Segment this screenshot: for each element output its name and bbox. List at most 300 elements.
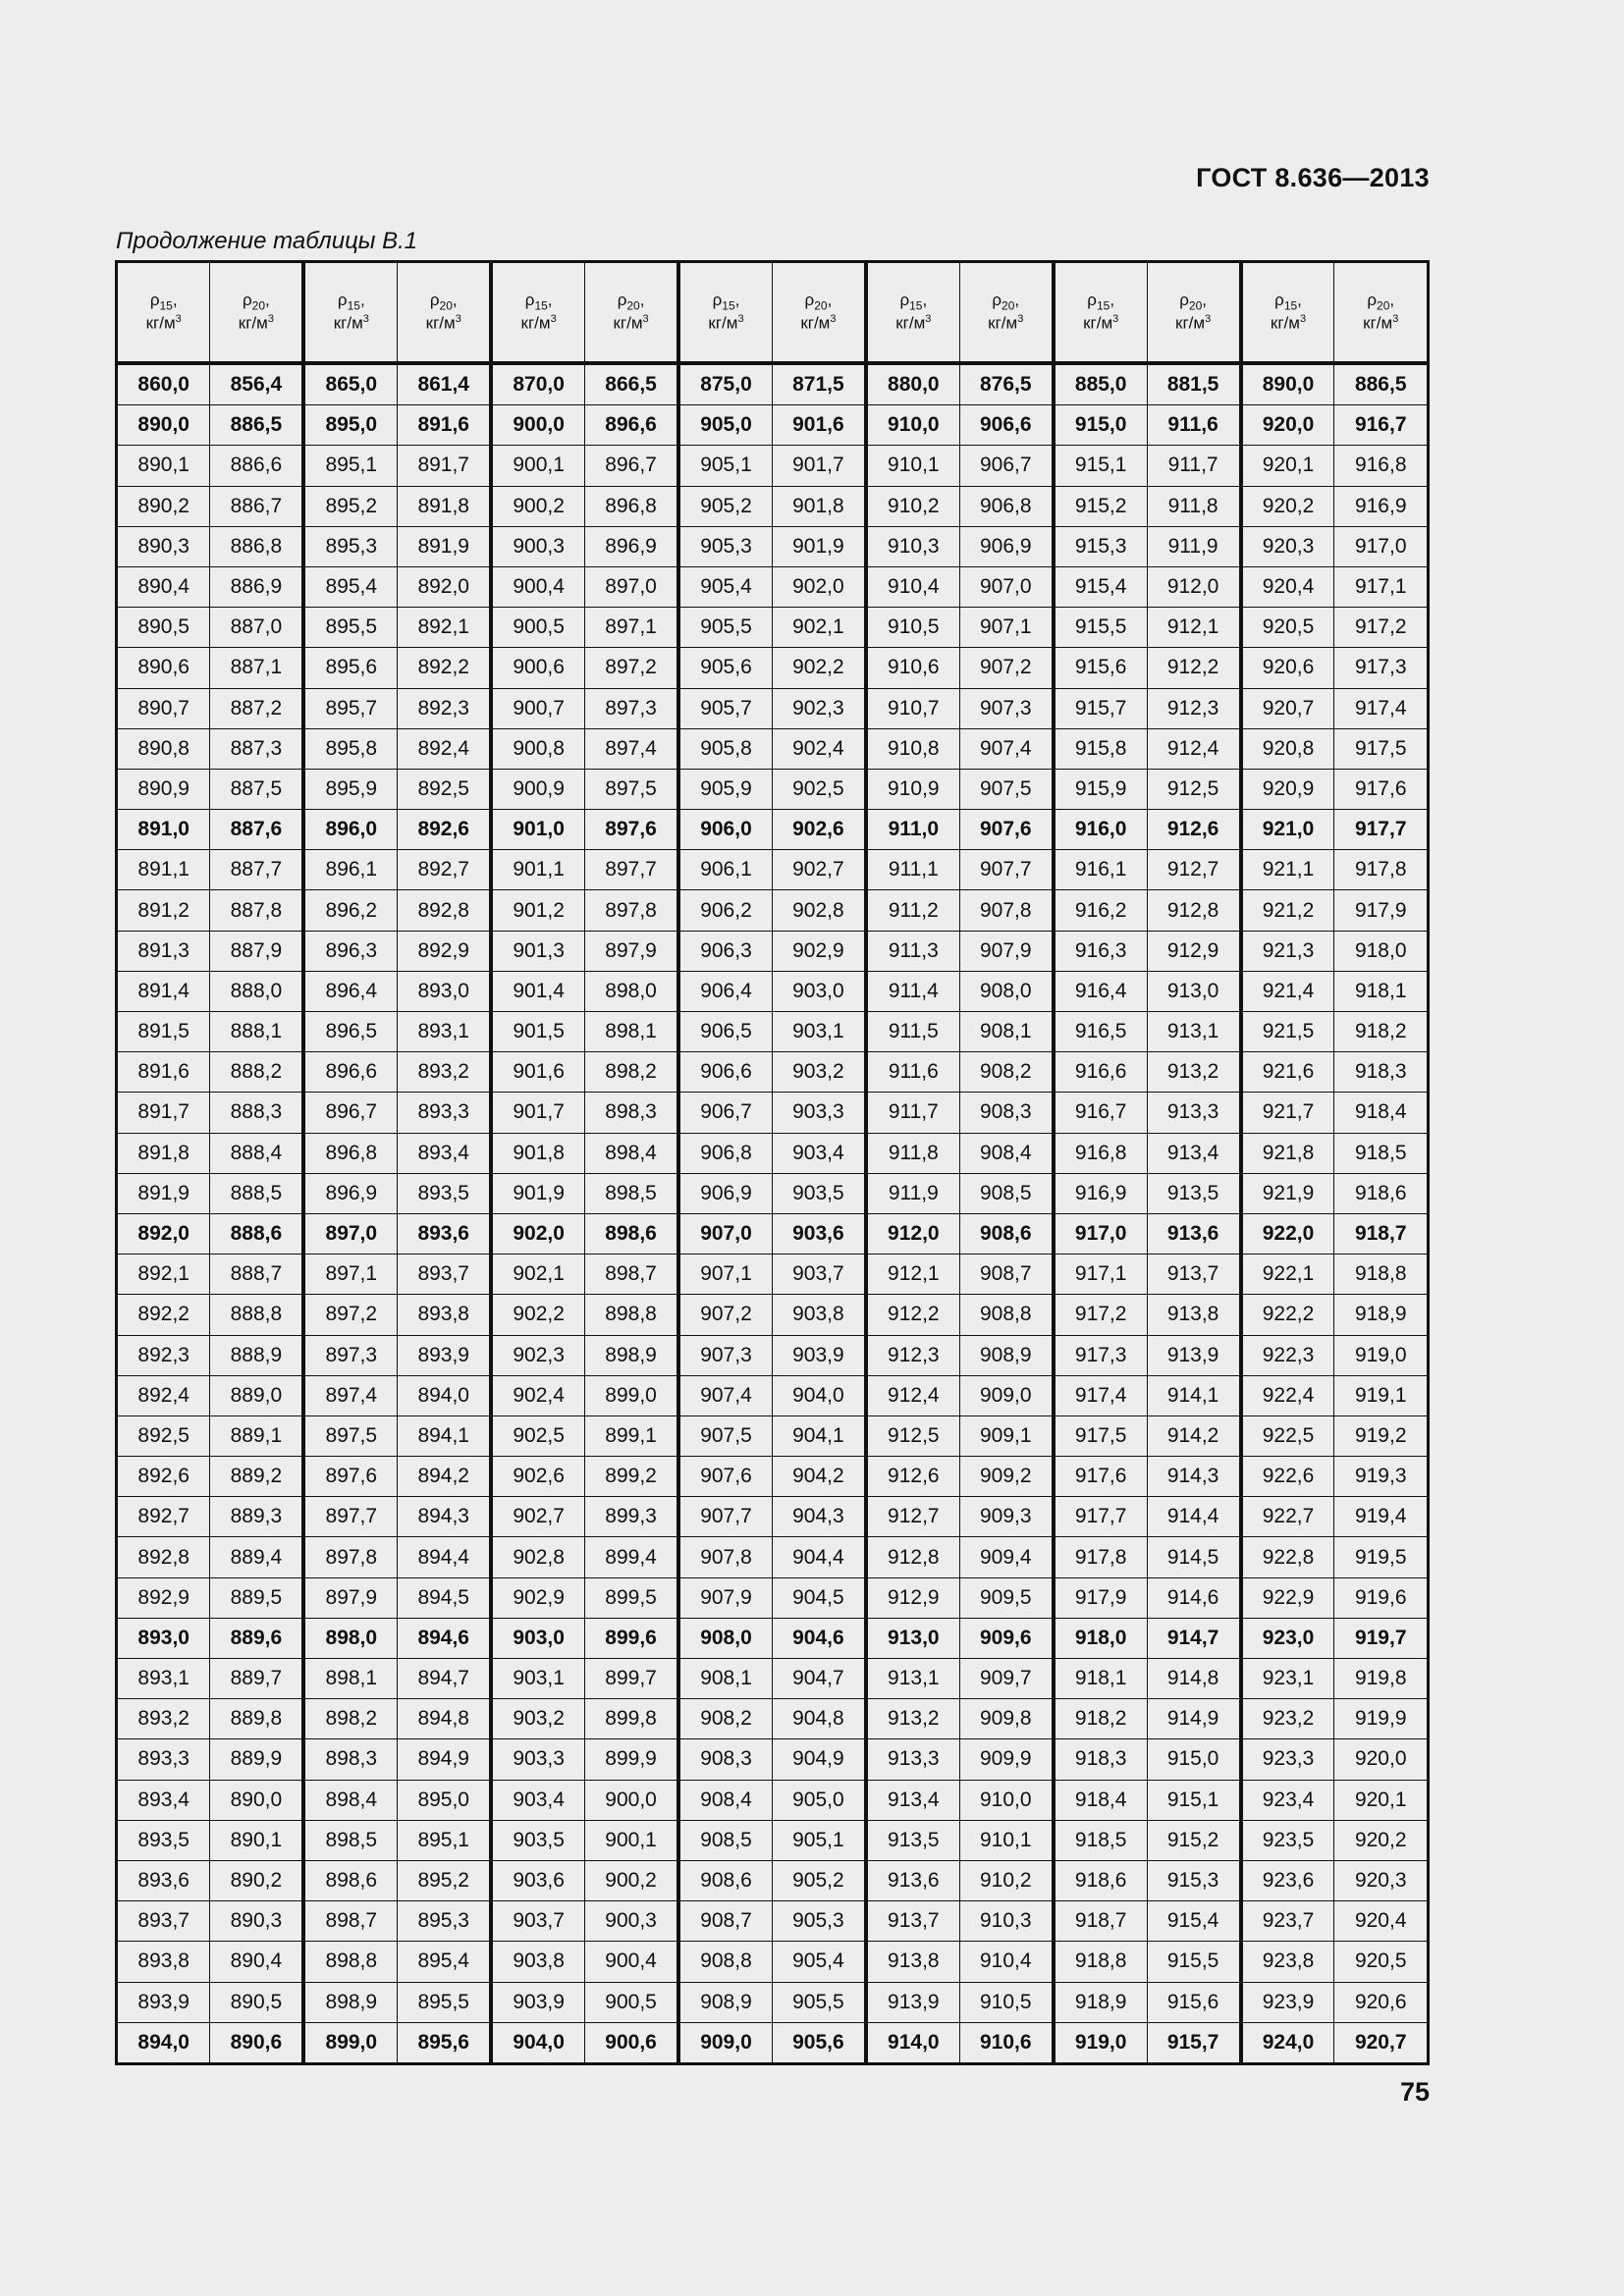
rho15-cell: 906,5 bbox=[678, 1012, 772, 1052]
table-row bbox=[117, 648, 1429, 688]
rho15-cell: 896,2 bbox=[303, 890, 397, 931]
temperature-subscript: 20 bbox=[1001, 298, 1015, 313]
table-row bbox=[117, 405, 1429, 446]
table-row bbox=[117, 1820, 1429, 1860]
rho15-cell: 921,9 bbox=[1241, 1173, 1334, 1213]
unit-exponent: 3 bbox=[550, 312, 557, 325]
rho15-cell: 915,9 bbox=[1054, 769, 1147, 809]
rho20-cell: 912,5 bbox=[1147, 769, 1240, 809]
rho15-cell: 896,0 bbox=[303, 810, 397, 850]
rho20-cell: 901,9 bbox=[772, 526, 865, 566]
rho15-cell: 922,0 bbox=[1241, 1213, 1334, 1254]
rho15-cell: 895,6 bbox=[303, 648, 397, 688]
table-row bbox=[117, 1577, 1429, 1618]
rho20-cell: 905,2 bbox=[772, 1860, 865, 1900]
rho15-cell: 902,1 bbox=[491, 1255, 584, 1295]
rho15-cell: 890,3 bbox=[117, 526, 210, 566]
rho20-cell: 898,8 bbox=[585, 1295, 678, 1335]
rho20-cell: 897,4 bbox=[585, 728, 678, 769]
rho15-cell: 902,4 bbox=[491, 1375, 584, 1415]
rho20-cell: 897,3 bbox=[585, 688, 678, 728]
rho20-cell: 918,7 bbox=[1334, 1213, 1429, 1254]
rho20-cell: 881,5 bbox=[1147, 363, 1240, 405]
rho15-cell: 915,6 bbox=[1054, 648, 1147, 688]
rho20-cell: 893,5 bbox=[398, 1173, 491, 1213]
rho20-cell: 887,7 bbox=[210, 850, 303, 890]
rho15-cell: 898,6 bbox=[303, 1860, 397, 1900]
rho15-cell: 903,0 bbox=[491, 1618, 584, 1658]
rho15-cell: 896,4 bbox=[303, 971, 397, 1011]
unit-exponent: 3 bbox=[175, 312, 182, 325]
rho20-cell: 913,3 bbox=[1147, 1093, 1240, 1133]
rho20-cell: 899,7 bbox=[585, 1659, 678, 1699]
rho15-cell: 917,3 bbox=[1054, 1335, 1147, 1375]
rho20-cell: 919,9 bbox=[1334, 1699, 1429, 1739]
rho20-cell: 897,0 bbox=[585, 566, 678, 607]
rho15-cell: 922,1 bbox=[1241, 1255, 1334, 1295]
rho20-cell: 915,4 bbox=[1147, 1901, 1240, 1942]
rho20-cell: 910,5 bbox=[959, 1982, 1053, 2022]
rho20-cell: 913,6 bbox=[1147, 1213, 1240, 1254]
rho15-cell: 917,0 bbox=[1054, 1213, 1147, 1254]
rho20-cell: 907,9 bbox=[959, 931, 1053, 971]
rho15-cell: 899,0 bbox=[303, 2022, 397, 2063]
rho15-cell: 913,9 bbox=[866, 1982, 959, 2022]
rho15-cell: 897,9 bbox=[303, 1577, 397, 1618]
rho15-cell: 900,5 bbox=[491, 608, 584, 648]
rho20-cell: 911,8 bbox=[1147, 486, 1240, 526]
rho20-cell: 917,5 bbox=[1334, 728, 1429, 769]
rho15-cell: 892,0 bbox=[117, 1213, 210, 1254]
rho15-cell: 914,0 bbox=[866, 2022, 959, 2063]
rho15-cell: 901,0 bbox=[491, 810, 584, 850]
unit-label: кг/м bbox=[520, 313, 551, 333]
unit-label: кг/м bbox=[708, 313, 738, 333]
rho15-cell: 896,7 bbox=[303, 1093, 397, 1133]
rho20-cell: 902,4 bbox=[772, 728, 865, 769]
rho15-cell: 921,8 bbox=[1241, 1133, 1334, 1173]
rho20-cell: 902,1 bbox=[772, 608, 865, 648]
rho15-cell: 902,0 bbox=[491, 1213, 584, 1254]
rho20-cell: 892,6 bbox=[398, 810, 491, 850]
rho15-cell: 919,0 bbox=[1054, 2022, 1147, 2063]
rho15-cell: 898,4 bbox=[303, 1780, 397, 1820]
rho20-cell: 903,0 bbox=[772, 971, 865, 1011]
rho20-cell: 892,7 bbox=[398, 850, 491, 890]
column-header: $\rho_{15}$, $кг/м^3$ bbox=[1054, 262, 1147, 364]
table-row bbox=[117, 566, 1429, 607]
rho20-cell: 901,7 bbox=[772, 446, 865, 486]
rho15-cell: 908,4 bbox=[678, 1780, 772, 1820]
rho20-cell: 902,9 bbox=[772, 931, 865, 971]
rho20-cell: 904,4 bbox=[772, 1537, 865, 1577]
rho20-cell: 892,0 bbox=[398, 566, 491, 607]
rho15-cell: 900,0 bbox=[491, 405, 584, 446]
table-row bbox=[117, 890, 1429, 931]
density-symbol: ρ bbox=[524, 291, 535, 310]
unit-exponent: 3 bbox=[455, 312, 461, 325]
rho20-cell: 893,3 bbox=[398, 1093, 491, 1133]
rho20-cell: 912,3 bbox=[1147, 688, 1240, 728]
rho15-cell: 896,1 bbox=[303, 850, 397, 890]
temperature-subscript: 20 bbox=[251, 298, 266, 313]
rho20-cell: 897,2 bbox=[585, 648, 678, 688]
rho15-cell: 923,1 bbox=[1241, 1659, 1334, 1699]
rho15-cell: 923,4 bbox=[1241, 1780, 1334, 1820]
temperature-subscript: 15 bbox=[159, 298, 173, 313]
rho20-cell: 919,8 bbox=[1334, 1659, 1429, 1699]
rho20-cell: 890,6 bbox=[210, 2022, 303, 2063]
rho15-cell: 904,0 bbox=[491, 2022, 584, 2063]
rho20-cell: 902,2 bbox=[772, 648, 865, 688]
table-row bbox=[117, 1173, 1429, 1213]
rho20-cell: 915,7 bbox=[1147, 2022, 1240, 2063]
rho20-cell: 897,6 bbox=[585, 810, 678, 850]
rho20-cell: 910,2 bbox=[959, 1860, 1053, 1900]
rho15-cell: 908,3 bbox=[678, 1739, 772, 1780]
temperature-subscript: 15 bbox=[1096, 298, 1110, 313]
rho15-cell: 903,7 bbox=[491, 1901, 584, 1942]
rho15-cell: 905,8 bbox=[678, 728, 772, 769]
rho20-cell: 899,9 bbox=[585, 1739, 678, 1780]
rho20-cell: 918,2 bbox=[1334, 1012, 1429, 1052]
rho15-cell: 875,0 bbox=[678, 363, 772, 405]
rho15-cell: 905,2 bbox=[678, 486, 772, 526]
density-symbol: ρ bbox=[617, 291, 627, 310]
rho15-cell: 905,4 bbox=[678, 566, 772, 607]
rho15-cell: 890,0 bbox=[117, 405, 210, 446]
rho20-cell: 905,1 bbox=[772, 1820, 865, 1860]
rho20-cell: 888,2 bbox=[210, 1052, 303, 1093]
rho15-cell: 892,7 bbox=[117, 1497, 210, 1537]
rho20-cell: 894,8 bbox=[398, 1699, 491, 1739]
rho20-cell: 888,7 bbox=[210, 1255, 303, 1295]
table-caption: Продолжение таблицы В.1 bbox=[116, 228, 418, 254]
rho20-cell: 914,4 bbox=[1147, 1497, 1240, 1537]
rho20-cell: 886,9 bbox=[210, 566, 303, 607]
rho20-cell: 903,7 bbox=[772, 1255, 865, 1295]
rho20-cell: 917,6 bbox=[1334, 769, 1429, 809]
unit-label: кг/м bbox=[895, 313, 926, 333]
rho20-cell: 898,6 bbox=[585, 1213, 678, 1254]
rho15-cell: 922,8 bbox=[1241, 1537, 1334, 1577]
rho15-cell: 885,0 bbox=[1054, 363, 1147, 405]
rho20-cell: 895,6 bbox=[398, 2022, 491, 2063]
rho15-cell: 890,6 bbox=[117, 648, 210, 688]
rho15-cell: 902,8 bbox=[491, 1537, 584, 1577]
rho20-cell: 896,7 bbox=[585, 446, 678, 486]
rho15-cell: 894,0 bbox=[117, 2022, 210, 2063]
rho20-cell: 897,5 bbox=[585, 769, 678, 809]
rho20-cell: 899,4 bbox=[585, 1537, 678, 1577]
rho20-cell: 904,9 bbox=[772, 1739, 865, 1780]
rho15-cell: 897,3 bbox=[303, 1335, 397, 1375]
table-row bbox=[117, 850, 1429, 890]
rho20-cell: 920,0 bbox=[1334, 1739, 1429, 1780]
column-header: $\rho_{15}$, $кг/м^3$ bbox=[1241, 262, 1334, 364]
rho20-cell: 908,2 bbox=[959, 1052, 1053, 1093]
rho20-cell: 912,2 bbox=[1147, 648, 1240, 688]
rho15-cell: 890,8 bbox=[117, 728, 210, 769]
rho20-cell: 893,2 bbox=[398, 1052, 491, 1093]
rho20-cell: 889,0 bbox=[210, 1375, 303, 1415]
rho15-cell: 895,3 bbox=[303, 526, 397, 566]
rho20-cell: 913,1 bbox=[1147, 1012, 1240, 1052]
rho15-cell: 916,9 bbox=[1054, 1173, 1147, 1213]
density-symbol: ρ bbox=[1367, 291, 1378, 310]
table-row bbox=[117, 1497, 1429, 1537]
rho15-cell: 893,7 bbox=[117, 1901, 210, 1942]
rho20-cell: 892,8 bbox=[398, 890, 491, 931]
rho20-cell: 908,8 bbox=[959, 1295, 1053, 1335]
rho15-cell: 921,5 bbox=[1241, 1012, 1334, 1052]
rho20-cell: 904,2 bbox=[772, 1457, 865, 1497]
rho15-cell: 915,7 bbox=[1054, 688, 1147, 728]
rho20-cell: 871,5 bbox=[772, 363, 865, 405]
rho15-cell: 918,9 bbox=[1054, 1982, 1147, 2022]
rho20-cell: 915,1 bbox=[1147, 1780, 1240, 1820]
density-symbol: ρ bbox=[243, 291, 252, 310]
rho20-cell: 903,3 bbox=[772, 1093, 865, 1133]
unit-label: кг/м bbox=[425, 313, 456, 333]
rho20-cell: 912,9 bbox=[1147, 931, 1240, 971]
rho15-cell: 891,3 bbox=[117, 931, 210, 971]
rho20-cell: 889,4 bbox=[210, 1537, 303, 1577]
rho15-cell: 918,0 bbox=[1054, 1618, 1147, 1658]
temperature-subscript: 15 bbox=[909, 298, 923, 313]
rho20-cell: 916,7 bbox=[1334, 405, 1429, 446]
rho15-cell: 921,3 bbox=[1241, 931, 1334, 971]
rho20-cell: 904,8 bbox=[772, 1699, 865, 1739]
rho20-cell: 892,2 bbox=[398, 648, 491, 688]
rho15-cell: 906,4 bbox=[678, 971, 772, 1011]
rho20-cell: 888,5 bbox=[210, 1173, 303, 1213]
rho15-cell: 896,6 bbox=[303, 1052, 397, 1093]
rho20-cell: 906,9 bbox=[959, 526, 1053, 566]
table-row bbox=[117, 1537, 1429, 1577]
rho20-cell: 903,9 bbox=[772, 1335, 865, 1375]
rho15-cell: 920,1 bbox=[1241, 446, 1334, 486]
rho15-cell: 913,6 bbox=[866, 1860, 959, 1900]
rho15-cell: 900,7 bbox=[491, 688, 584, 728]
rho20-cell: 895,0 bbox=[398, 1780, 491, 1820]
rho20-cell: 915,0 bbox=[1147, 1739, 1240, 1780]
rho20-cell: 920,5 bbox=[1334, 1942, 1429, 1982]
rho15-cell: 918,1 bbox=[1054, 1659, 1147, 1699]
rho15-cell: 916,1 bbox=[1054, 850, 1147, 890]
rho20-cell: 886,8 bbox=[210, 526, 303, 566]
rho20-cell: 920,2 bbox=[1334, 1820, 1429, 1860]
rho15-cell: 896,5 bbox=[303, 1012, 397, 1052]
rho20-cell: 904,3 bbox=[772, 1497, 865, 1537]
rho15-cell: 890,9 bbox=[117, 769, 210, 809]
rho20-cell: 917,1 bbox=[1334, 566, 1429, 607]
rho20-cell: 891,8 bbox=[398, 486, 491, 526]
rho20-cell: 893,0 bbox=[398, 971, 491, 1011]
rho20-cell: 915,6 bbox=[1147, 1982, 1240, 2022]
rho15-cell: 900,3 bbox=[491, 526, 584, 566]
rho20-cell: 889,7 bbox=[210, 1659, 303, 1699]
table-row bbox=[117, 1375, 1429, 1415]
table-row bbox=[117, 1335, 1429, 1375]
rho20-cell: 895,5 bbox=[398, 1982, 491, 2022]
rho20-cell: 900,1 bbox=[585, 1820, 678, 1860]
rho20-cell: 900,6 bbox=[585, 2022, 678, 2063]
rho20-cell: 886,7 bbox=[210, 486, 303, 526]
rho15-cell: 912,8 bbox=[866, 1537, 959, 1577]
rho20-cell: 888,6 bbox=[210, 1213, 303, 1254]
rho20-cell: 894,7 bbox=[398, 1659, 491, 1699]
rho15-cell: 916,6 bbox=[1054, 1052, 1147, 1093]
rho20-cell: 918,1 bbox=[1334, 971, 1429, 1011]
rho15-cell: 910,3 bbox=[866, 526, 959, 566]
rho15-cell: 903,9 bbox=[491, 1982, 584, 2022]
rho15-cell: 908,7 bbox=[678, 1901, 772, 1942]
rho15-cell: 920,3 bbox=[1241, 526, 1334, 566]
rho15-cell: 911,3 bbox=[866, 931, 959, 971]
rho20-cell: 908,9 bbox=[959, 1335, 1053, 1375]
temperature-subscript: 20 bbox=[814, 298, 828, 313]
rho20-cell: 909,7 bbox=[959, 1659, 1053, 1699]
rho15-cell: 893,9 bbox=[117, 1982, 210, 2022]
rho15-cell: 923,2 bbox=[1241, 1699, 1334, 1739]
rho20-cell: 913,7 bbox=[1147, 1255, 1240, 1295]
rho15-cell: 912,7 bbox=[866, 1497, 959, 1537]
column-header: $\rho_{20}$, $кг/м^3$ bbox=[1334, 262, 1429, 364]
rho15-cell: 918,7 bbox=[1054, 1901, 1147, 1942]
rho20-cell: 904,5 bbox=[772, 1577, 865, 1618]
rho15-cell: 915,1 bbox=[1054, 446, 1147, 486]
rho15-cell: 898,8 bbox=[303, 1942, 397, 1982]
rho15-cell: 915,0 bbox=[1054, 405, 1147, 446]
rho15-cell: 921,4 bbox=[1241, 971, 1334, 1011]
table-row bbox=[117, 688, 1429, 728]
unit-label: кг/м bbox=[238, 313, 268, 333]
rho20-cell: 905,0 bbox=[772, 1780, 865, 1820]
rho20-cell: 890,5 bbox=[210, 1982, 303, 2022]
rho15-cell: 905,5 bbox=[678, 608, 772, 648]
rho20-cell: 920,6 bbox=[1334, 1982, 1429, 2022]
rho20-cell: 876,5 bbox=[959, 363, 1053, 405]
rho20-cell: 908,5 bbox=[959, 1173, 1053, 1213]
rho15-cell: 913,2 bbox=[866, 1699, 959, 1739]
rho20-cell: 909,8 bbox=[959, 1699, 1053, 1739]
rho20-cell: 909,0 bbox=[959, 1375, 1053, 1415]
rho20-cell: 900,4 bbox=[585, 1942, 678, 1982]
rho20-cell: 897,7 bbox=[585, 850, 678, 890]
rho20-cell: 901,6 bbox=[772, 405, 865, 446]
rho15-cell: 900,8 bbox=[491, 728, 584, 769]
rho20-cell: 890,2 bbox=[210, 1860, 303, 1900]
rho15-cell: 891,8 bbox=[117, 1133, 210, 1173]
rho20-cell: 902,5 bbox=[772, 769, 865, 809]
rho15-cell: 900,1 bbox=[491, 446, 584, 486]
rho15-cell: 895,4 bbox=[303, 566, 397, 607]
rho15-cell: 913,3 bbox=[866, 1739, 959, 1780]
rho15-cell: 865,0 bbox=[303, 363, 397, 405]
rho20-cell: 903,6 bbox=[772, 1213, 865, 1254]
rho15-cell: 897,5 bbox=[303, 1415, 397, 1456]
rho15-cell: 903,1 bbox=[491, 1659, 584, 1699]
rho15-cell: 903,2 bbox=[491, 1699, 584, 1739]
rho15-cell: 895,8 bbox=[303, 728, 397, 769]
rho15-cell: 907,3 bbox=[678, 1335, 772, 1375]
rho20-cell: 895,1 bbox=[398, 1820, 491, 1860]
rho15-cell: 898,9 bbox=[303, 1982, 397, 2022]
rho15-cell: 891,4 bbox=[117, 971, 210, 1011]
rho15-cell: 896,8 bbox=[303, 1133, 397, 1173]
rho20-cell: 907,7 bbox=[959, 850, 1053, 890]
rho15-cell: 916,2 bbox=[1054, 890, 1147, 931]
table-row bbox=[117, 1093, 1429, 1133]
rho20-cell: 920,7 bbox=[1334, 2022, 1429, 2063]
rho20-cell: 866,5 bbox=[585, 363, 678, 405]
rho20-cell: 891,9 bbox=[398, 526, 491, 566]
rho20-cell: 896,6 bbox=[585, 405, 678, 446]
rho15-cell: 917,5 bbox=[1054, 1415, 1147, 1456]
rho20-cell: 917,7 bbox=[1334, 810, 1429, 850]
rho15-cell: 897,6 bbox=[303, 1457, 397, 1497]
rho15-cell: 890,0 bbox=[1241, 363, 1334, 405]
rho15-cell: 922,6 bbox=[1241, 1457, 1334, 1497]
rho20-cell: 918,9 bbox=[1334, 1295, 1429, 1335]
rho20-cell: 904,7 bbox=[772, 1659, 865, 1699]
rho20-cell: 895,4 bbox=[398, 1942, 491, 1982]
rho15-cell: 893,6 bbox=[117, 1860, 210, 1900]
rho20-cell: 892,9 bbox=[398, 931, 491, 971]
rho20-cell: 898,2 bbox=[585, 1052, 678, 1093]
rho15-cell: 900,4 bbox=[491, 566, 584, 607]
rho15-cell: 907,5 bbox=[678, 1415, 772, 1456]
rho20-cell: 904,0 bbox=[772, 1375, 865, 1415]
rho20-cell: 919,3 bbox=[1334, 1457, 1429, 1497]
rho15-cell: 893,2 bbox=[117, 1699, 210, 1739]
rho20-cell: 907,8 bbox=[959, 890, 1053, 931]
temperature-subscript: 20 bbox=[1188, 298, 1203, 313]
rho15-cell: 901,2 bbox=[491, 890, 584, 931]
rho15-cell: 916,4 bbox=[1054, 971, 1147, 1011]
temperature-subscript: 15 bbox=[347, 298, 360, 313]
density-symbol: ρ bbox=[1179, 291, 1189, 310]
rho20-cell: 895,2 bbox=[398, 1860, 491, 1900]
table-row bbox=[117, 1860, 1429, 1900]
rho20-cell: 893,8 bbox=[398, 1295, 491, 1335]
rho15-cell: 892,9 bbox=[117, 1577, 210, 1618]
rho20-cell: 902,6 bbox=[772, 810, 865, 850]
rho15-cell: 902,7 bbox=[491, 1497, 584, 1537]
rho20-cell: 888,9 bbox=[210, 1335, 303, 1375]
rho20-cell: 891,7 bbox=[398, 446, 491, 486]
rho20-cell: 899,0 bbox=[585, 1375, 678, 1415]
rho15-cell: 905,6 bbox=[678, 648, 772, 688]
rho15-cell: 917,1 bbox=[1054, 1255, 1147, 1295]
rho15-cell: 922,4 bbox=[1241, 1375, 1334, 1415]
rho20-cell: 912,8 bbox=[1147, 890, 1240, 931]
column-header: $\rho_{15}$, $кг/м^3$ bbox=[491, 262, 584, 364]
rho20-cell: 908,6 bbox=[959, 1213, 1053, 1254]
rho20-cell: 914,1 bbox=[1147, 1375, 1240, 1415]
rho20-cell: 918,8 bbox=[1334, 1255, 1429, 1295]
rho20-cell: 913,8 bbox=[1147, 1295, 1240, 1335]
rho15-cell: 920,4 bbox=[1241, 566, 1334, 607]
rho20-cell: 912,4 bbox=[1147, 728, 1240, 769]
rho15-cell: 900,2 bbox=[491, 486, 584, 526]
rho15-cell: 901,4 bbox=[491, 971, 584, 1011]
rho20-cell: 909,1 bbox=[959, 1415, 1053, 1456]
rho15-cell: 911,7 bbox=[866, 1093, 959, 1133]
rho15-cell: 917,6 bbox=[1054, 1457, 1147, 1497]
rho20-cell: 892,1 bbox=[398, 608, 491, 648]
